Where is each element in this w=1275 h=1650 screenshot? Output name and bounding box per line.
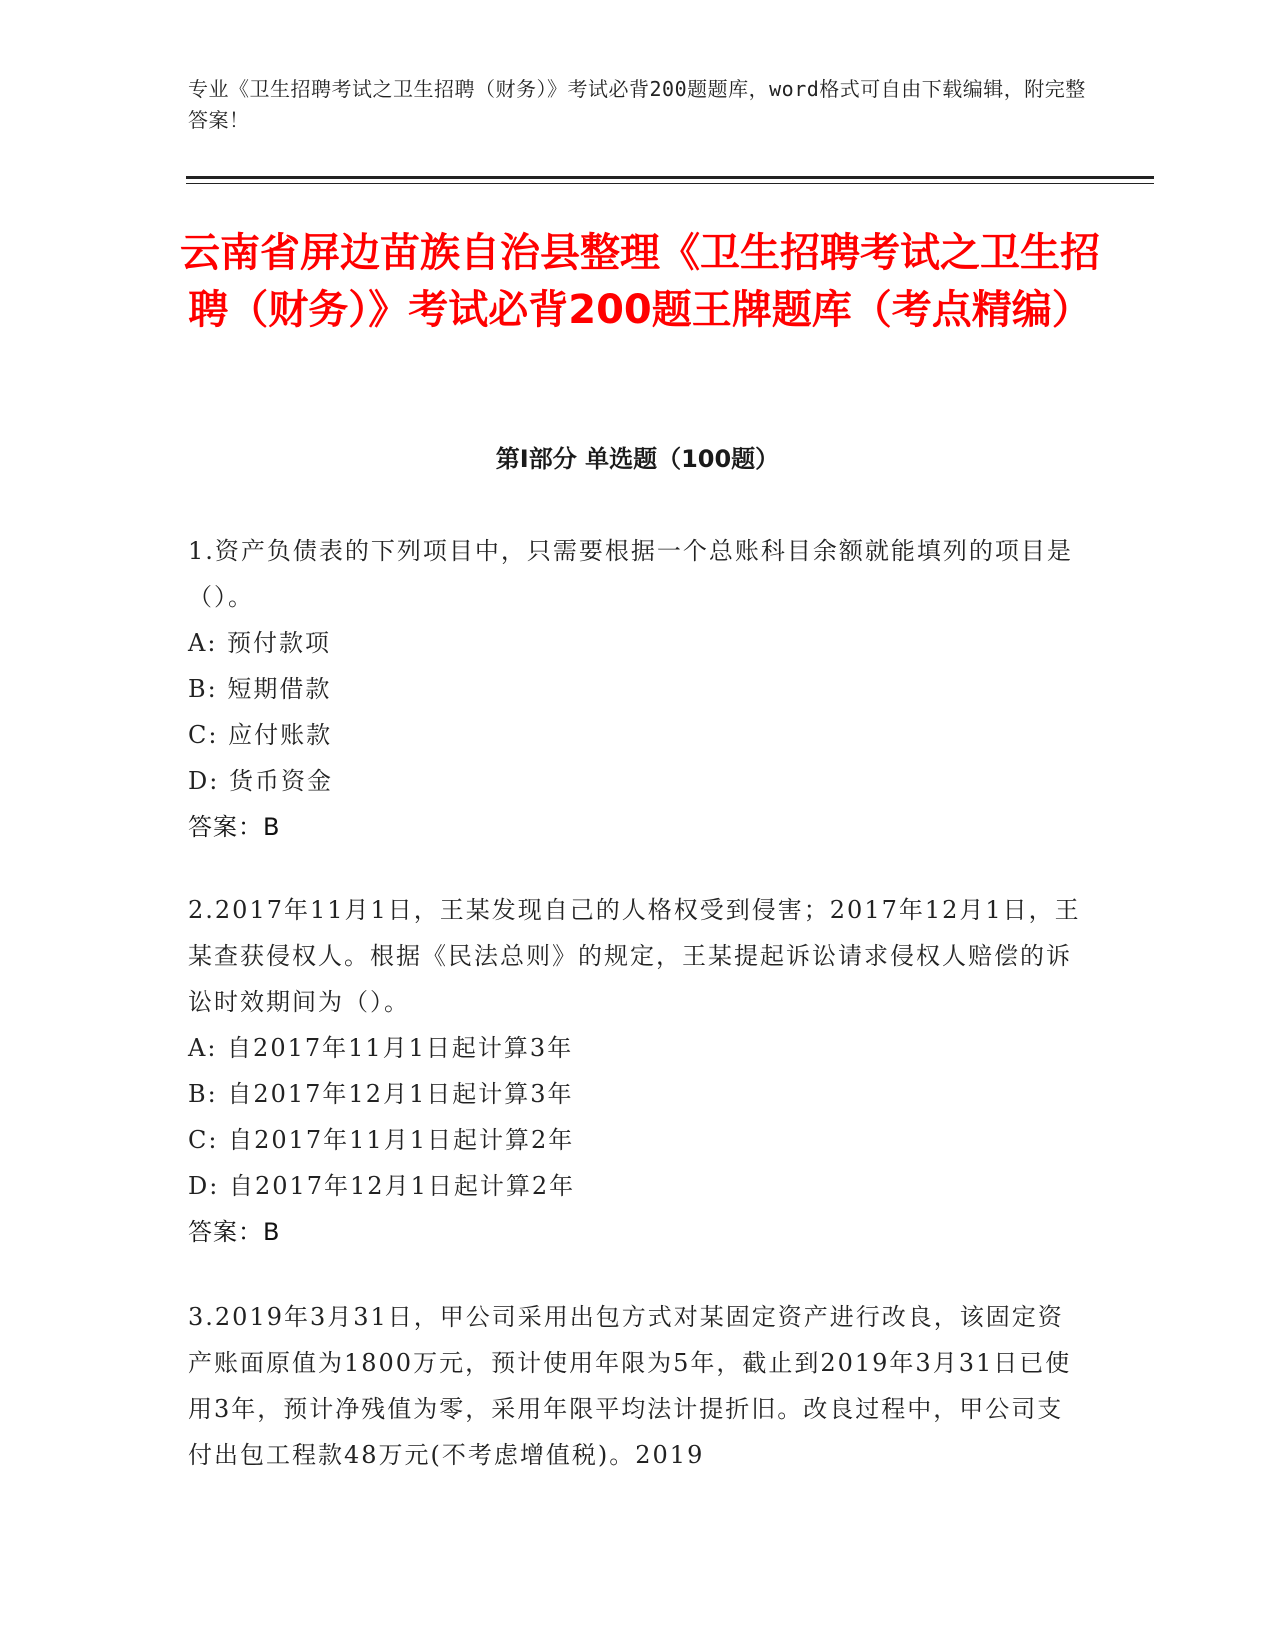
- document-title: 云南省屏边苗族自治县整理《卫生招聘考试之卫生招聘（财务）》考试必背200题王牌题库（考点精编）: [180, 230, 1100, 333]
- option-d: D: 货币资金: [188, 767, 333, 795]
- answer: 答案：B: [188, 813, 281, 841]
- option-a: A: 预付款项: [188, 629, 332, 657]
- section-title: 第Ⅰ部分 单选题（100题）: [495, 445, 780, 473]
- question-stem: 1.资产负债表的下列项目中，只需要根据一个总账科目余额就能填列的项目是（）。: [188, 537, 1073, 611]
- option-a: A: 自2017年11月1日起计算3年: [188, 1034, 574, 1062]
- option-c: C: 自2017年11月1日起计算2年: [188, 1126, 575, 1154]
- answer: 答案：B: [188, 1218, 281, 1246]
- question-1: [188, 528, 1088, 850]
- question-2: [188, 887, 1088, 1255]
- option-b: B: 自2017年12月1日起计算3年: [188, 1080, 574, 1108]
- option-b: B: 短期借款: [188, 675, 332, 703]
- header-divider-thin: [186, 183, 1154, 184]
- question-stem: 3.2019年3月31日，甲公司采用出包方式对某固定资产进行改良，该固定资产账面原值为1800万元，预计使用年限为5年，截止到2019年3月31日已使用3年，预计净残值为零，采用年限平均法计提折旧。改良过程中，甲公司支付出包工程款48万元(不考虑增值税)。2019: [188, 1303, 1072, 1469]
- header-note: 专业《卫生招聘考试之卫生招聘（财务）》考试必背200题题库，word格式可自由下载编辑，附完整答案！: [188, 77, 1086, 132]
- header-divider-thick: [186, 176, 1154, 179]
- question-3: [188, 1294, 1088, 1478]
- option-c: C: 应付账款: [188, 721, 333, 749]
- question-stem: 2.2017年11月1日，王某发现自己的人格权受到侵害；2017年12月1日，王某查获侵权人。根据《民法总则》的规定，王某提起诉讼请求侵权人赔偿的诉讼时效期间为（）。: [188, 896, 1081, 1016]
- option-d: D: 自2017年12月1日起计算2年: [188, 1172, 576, 1200]
